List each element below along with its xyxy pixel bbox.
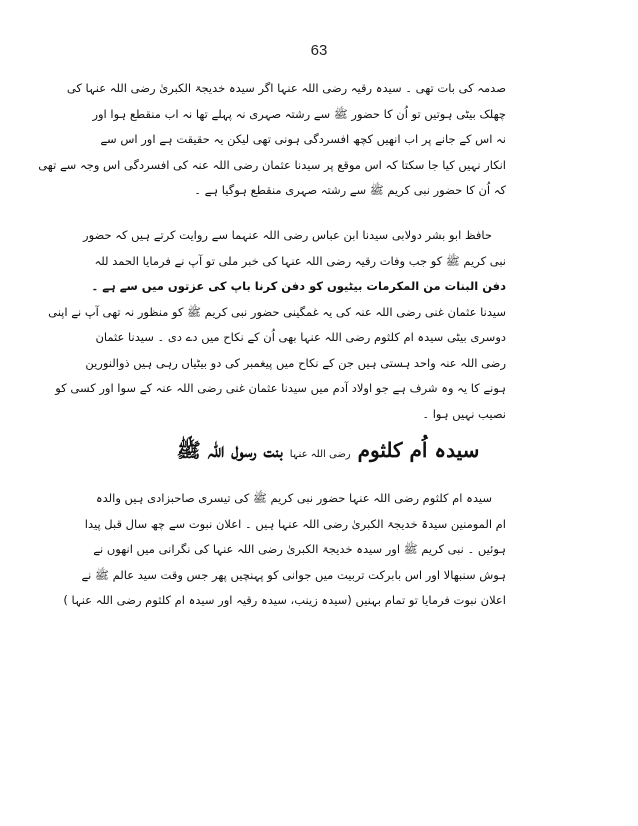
text-line-arabic-saying: دفن البنات من المکرمات بیٹیوں کو دفن کرنا باپ کی عزتوں میں سے ہے ۔ bbox=[91, 279, 506, 293]
heading-main: سیدہ اُم کلثوم bbox=[357, 438, 480, 462]
text-line: نبی کریم ﷺ کو جب وفات رقیہ رضی اللہ عنہا کی خبر ملی تو آپ نے فرمایا الحمد للہ bbox=[94, 253, 506, 268]
text-line: دوسری بیٹی سیدہ ام کلثوم رضی اللہ عنہا بھی اُن کے نکاح میں دے دی ۔ سیدنا عثمان bbox=[95, 330, 506, 344]
text-line: نہ اس کے جانے پر اب انھیں کچھ افسردگی ہونی تھی لیکن یہ حقیقت ہے اور اس سے bbox=[100, 132, 506, 146]
text-line: چھلک بیٹی ہوتیں تو اُن کا حضور ﷺ سے رشتہ صہری نہ پہلے تھا نہ اب منقطع ہوا اور bbox=[92, 106, 506, 121]
text-line: حافظ ابو بشر دولابی سیدنا ابن عباس رضی اللہ عنہما سے روایت کرتے ہیں کہ حضور bbox=[83, 228, 492, 242]
text-line: ہوش سنبھالا اور اس بابرکت تربیت میں جوانی کو پہنچیں پھر جس وقت سید عالم ﷺ نے bbox=[81, 567, 506, 582]
paragraph-rashta-sehri bbox=[38, 76, 506, 204]
text-line: انکار نہیں کیا جا سکتا کہ اس موقع پر سیدنا عثمان رضی اللہ عنہ کی افسردگی اس وجہ سے تھی bbox=[38, 157, 506, 172]
text-line: ہوئیں ۔ نبی کریم ﷺ اور سیدہ خدیجۃ الکبریٰ رضی اللہ عنہا کی نگرانی میں انھوں نے bbox=[93, 542, 506, 556]
text-line: کہ اُن کا حضور نبی کریم ﷺ سے رشتہ صہری منقطع ہوگیا ہے ۔ bbox=[194, 183, 506, 197]
text-line: ہونے کا یہ وہ شرف ہے جو اولاد آدم میں سیدنا عثمان غنی رضی اللہ عنہ کے سوا اور کسی کو bbox=[55, 381, 506, 395]
section-heading-umm-kulthum bbox=[150, 432, 506, 473]
text-line: صدمہ کی بات تھی ۔ سیدہ رقیہ رضی اللہ عنہا اگر سیدہ خدیجۃ الکبریٰ رضی اللہ عنہا کی bbox=[66, 81, 506, 95]
text-line: ام المومنین سیدۃ خدیجۃ الکبریٰ رضی اللہ عنہا ہیں ۔ اعلان نبوت سے چھ سال قبل پیدا bbox=[84, 516, 506, 531]
text-line: سیدنا عثمان غنی رضی اللہ عنہ کی یہ غمگینی حضور نبی کریم ﷺ کو منظور نہ تھی آپ نے اپنی bbox=[48, 304, 506, 319]
paragraph-umm-kulthum-bio bbox=[63, 486, 506, 614]
text-line: نصیب نہیں ہوا ۔ bbox=[422, 406, 506, 421]
page-number: 63 bbox=[310, 42, 328, 59]
heading-tail: بنت رسول اللہ ﷺ bbox=[176, 438, 283, 462]
text-line: رضی اللہ عنہ واحد ہستی ہیں جن کے نکاح میں پیغمبر کی دو بیٹیاں رہی ہیں ذوالنورین bbox=[85, 355, 506, 370]
text-line: سیدہ ام کلثوم رضی اللہ عنہا حضور نبی کریم ﷺ کی تیسری صاحبزادی ہیں والدہ bbox=[95, 491, 492, 505]
paragraph-hadith-dafn-al-banat bbox=[48, 223, 506, 427]
heading-honorific: رضی اللہ عنہا bbox=[289, 449, 351, 460]
text-line: اعلان نبوت فرمایا تو تمام بہنیں (سیدہ زینب، سیدہ رقیہ اور سیدہ ام کلثوم رضی اللہ عنہا ) bbox=[63, 593, 506, 607]
